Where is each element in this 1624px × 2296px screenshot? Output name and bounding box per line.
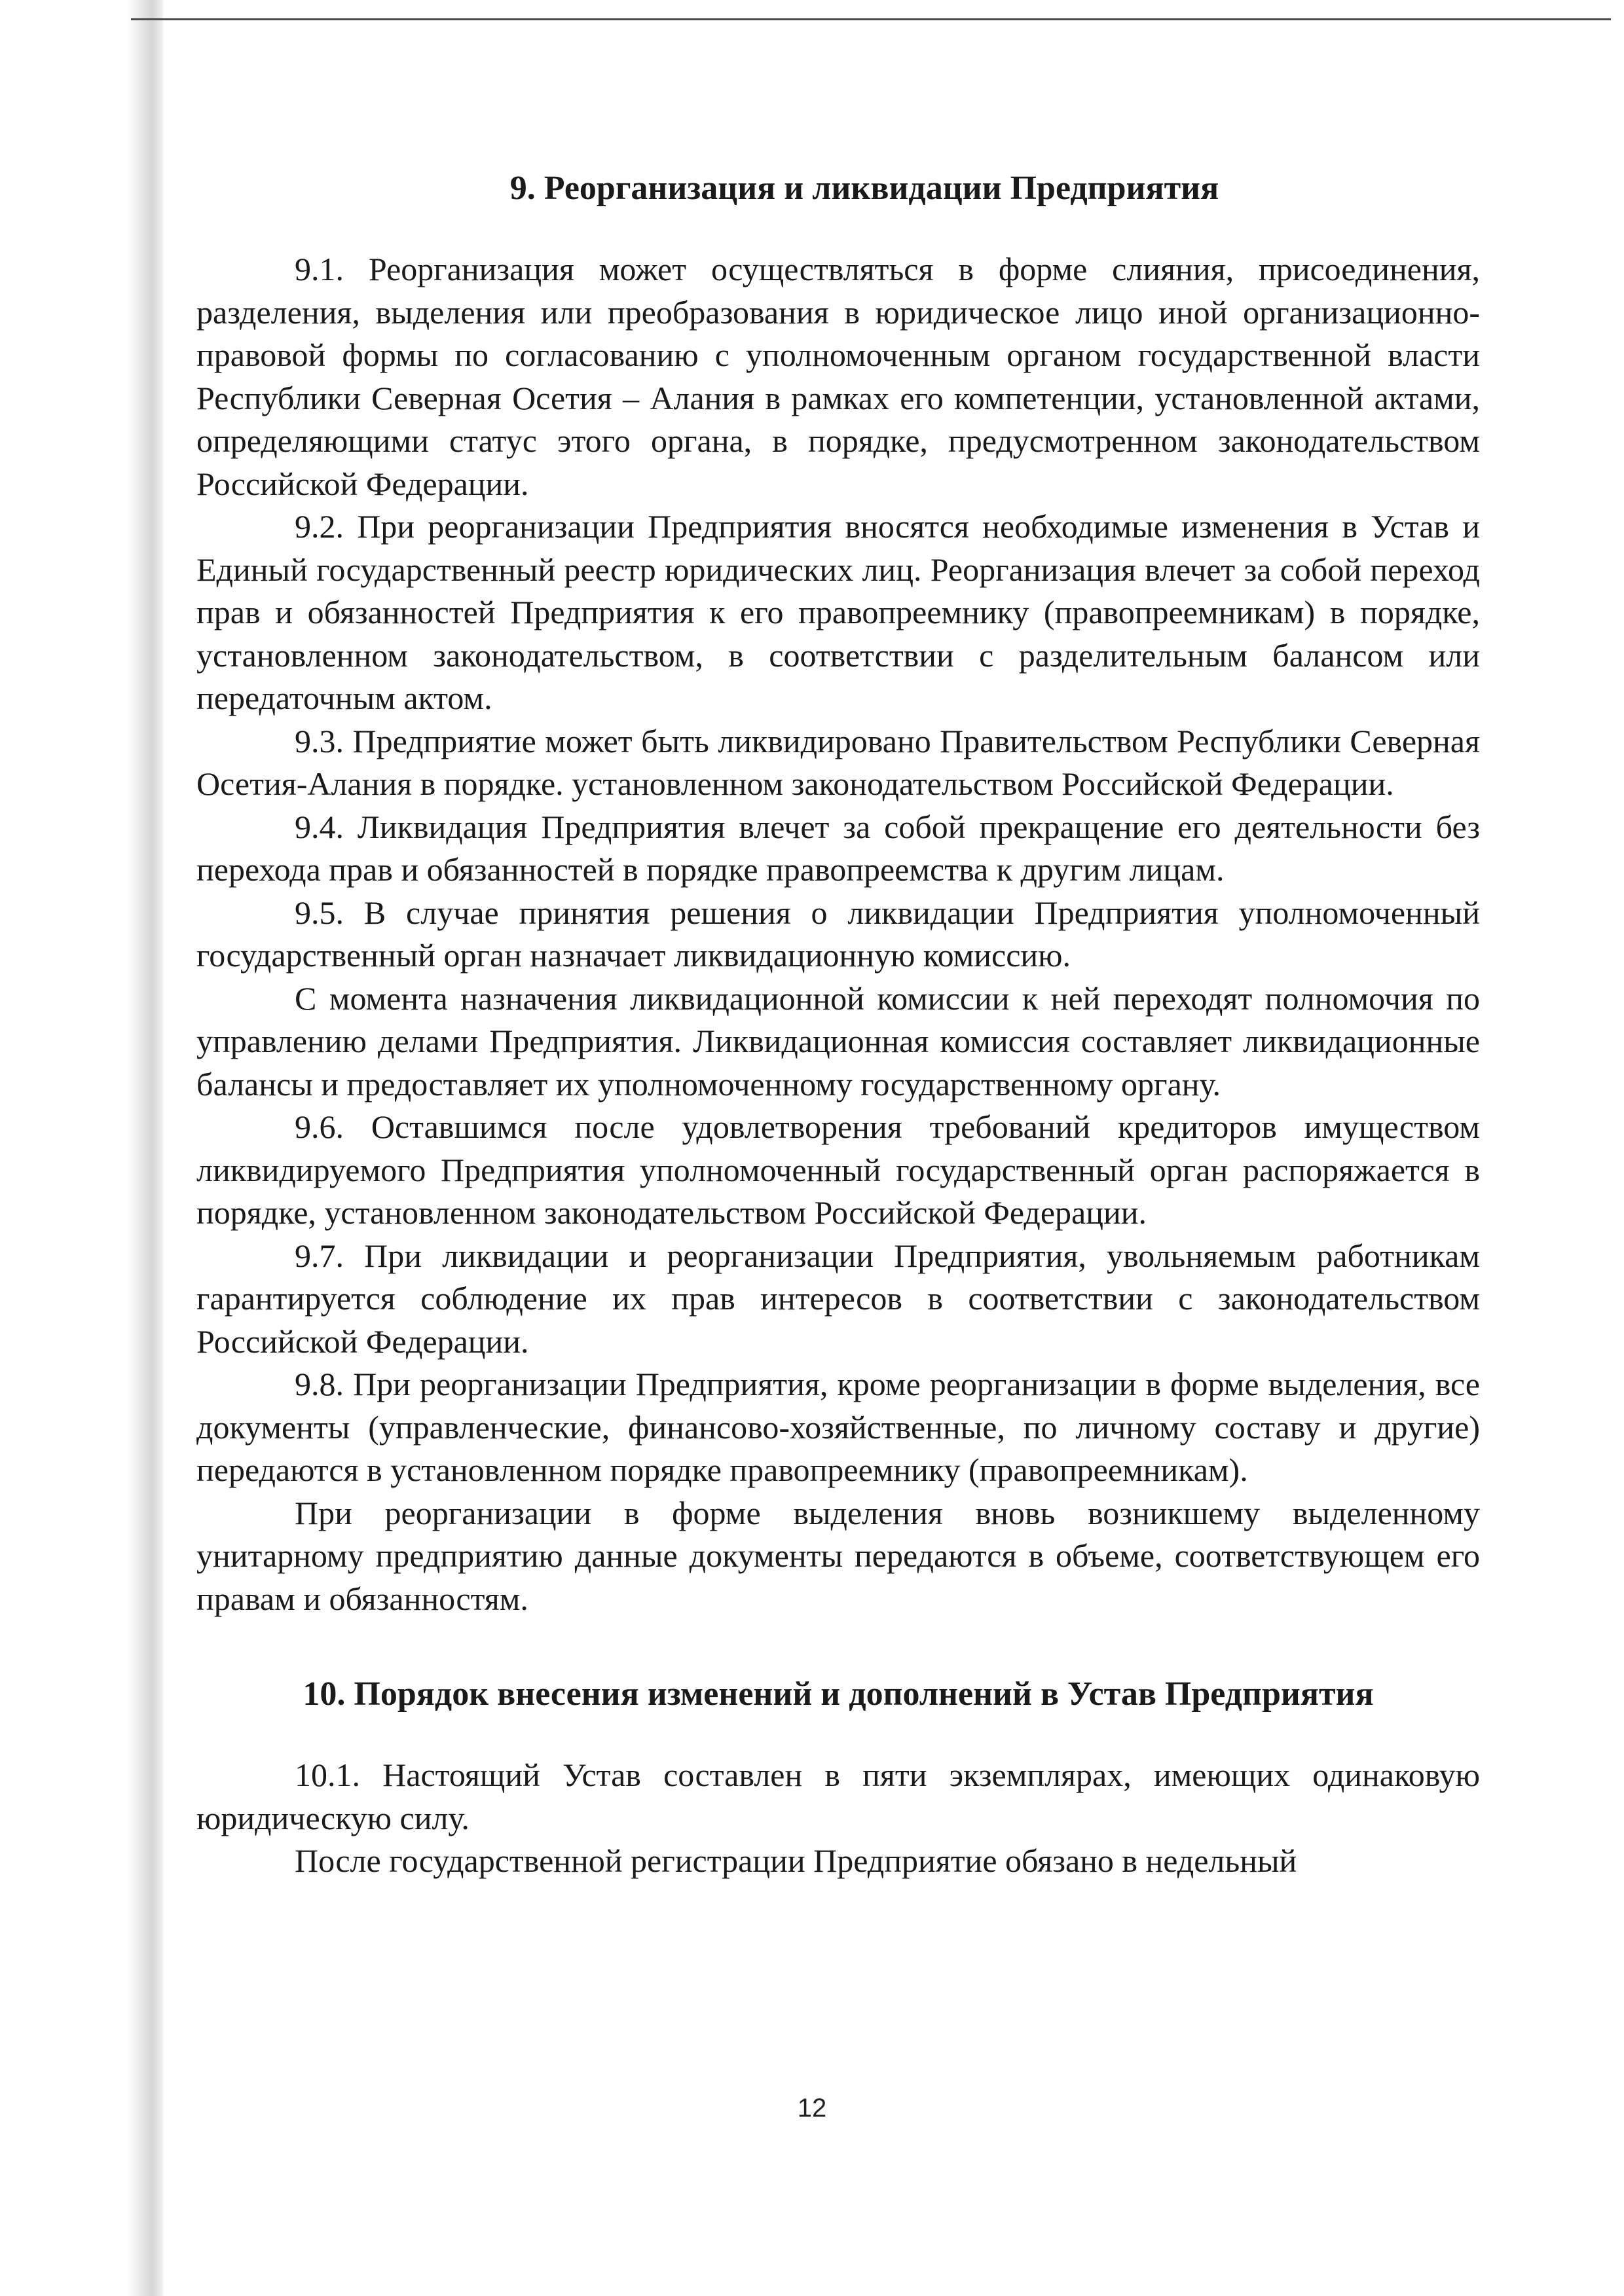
paragraph-10-1: 10.1. Настоящий Устав составлен в пяти экземплярах, имеющих одинаковую юридическую силу.: [196, 1757, 1480, 1836]
document-page: [196, 167, 1480, 1883]
paragraph-9-5: 9.5. В случае принятия решения о ликвидации Предприятия уполномоченный государственный орган назначает ликвидационную комиссию.: [196, 894, 1480, 974]
page-number: 12: [797, 2094, 827, 2123]
paragraph-9-8-continued: При реорганизации в форме выделения вновь возникшему выделенному унитарному предприятию данные документы передаются в объеме, соответствующем его правам и обязанностям.: [196, 1494, 1480, 1617]
section-9-heading: 9. Реорганизация и ликвидации Предприятия: [509, 170, 1219, 207]
paragraph-10-1-continued: После государственной регистрации Предприятие обязано в недельный: [295, 1842, 1297, 1879]
scan-top-edge-line: [131, 18, 1611, 20]
paragraph-9-4: 9.4. Ликвидация Предприятия влечет за собой прекращение его деятельности без перехода прав и обязанностей в порядке правопреемства к другим лицам.: [196, 808, 1480, 888]
paragraph-9-5-continued: С момента назначения ликвидационной комиссии к ней переходят полномочия по управлению делами Предприятия. Ликвидационная комиссия составляет ликвидационные балансы и предоставляет их уполномоченному государственному органу.: [196, 979, 1480, 1102]
paragraph-9-8: 9.8. При реорганизации Предприятия, кроме реорганизации в форме выделения, все документы (управленческие, финансово-хозяйственные, по личному составу и другие) передаются в установленном порядке правопреемнику (правопреемникам).: [196, 1366, 1480, 1488]
section-10-heading: 10. Порядок внесения изменений и дополнений в Устав Предприятия: [303, 1675, 1374, 1713]
paragraph-9-1: 9.1. Реорганизация может осуществляться в форме слияния, присоединения, разделения, выделения или преобразования в юридическое лицо иной организационно-правовой формы по согласованию с уполномоченным органом государственной власти Республики Северная Осетия – Алания в рамках его компетенции, установленной актами, определяющими статус этого органа, в порядке, предусмотренном законодательством Российской Федерации.: [196, 251, 1480, 502]
paragraph-9-2: 9.2. При реорганизации Предприятия вносятся необходимые изменения в Устав и Единый государственный реестр юридических лиц. Реорганизация влечет за собой переход прав и обязанностей Предприятия к его правопреемнику (правопреемникам) в порядке, установленном законодательством, в соответствии с разделительным балансом или передаточным актом.: [196, 508, 1480, 716]
paragraph-9-7: 9.7. При ликвидации и реорганизации Предприятия, увольняемым работникам гарантируется соблюдение их прав интересов в соответствии с законодательством Российской Федерации.: [196, 1237, 1480, 1360]
scan-shadow-edge: [0, 0, 164, 2296]
paragraph-9-3: 9.3. Предприятие может быть ликвидировано Правительством Республики Северная Осетия-Алания в порядке. установленном законодательством Российской Федерации.: [196, 722, 1480, 802]
paragraph-9-6: 9.6. Оставшимся после удовлетворения требований кредиторов имуществом ликвидируемого Предприятия уполномоченный государственный орган распоряжается в порядке, установленном законодательством Российской Федерации.: [196, 1108, 1480, 1231]
